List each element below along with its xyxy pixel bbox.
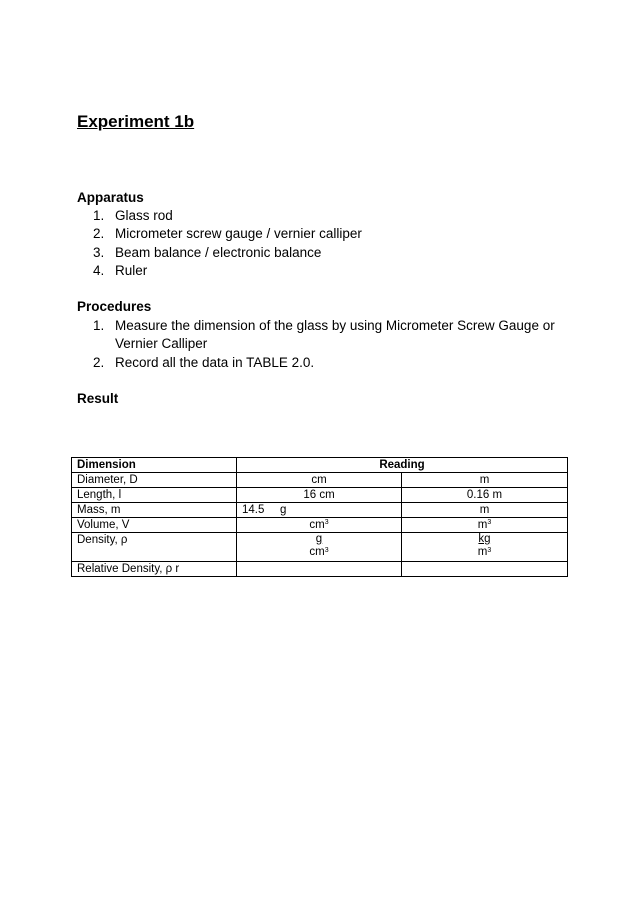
cell-value: $cm^3$ — [237, 518, 402, 533]
mass-unit: g — [280, 504, 287, 516]
procedures-list — [93, 317, 555, 372]
cell-value: $m^3$ — [402, 518, 568, 533]
table-row — [72, 503, 568, 518]
table-row — [72, 488, 568, 503]
cell-value — [237, 503, 402, 518]
cell-value: cm — [237, 473, 402, 488]
apparatus-heading: Apparatus — [77, 190, 144, 205]
header-dimension: Dimension — [72, 458, 237, 473]
apparatus-list — [93, 207, 555, 280]
table-header-row — [72, 458, 568, 473]
result-heading: Result — [77, 391, 119, 406]
table-row — [72, 533, 568, 562]
cell-value — [402, 533, 568, 562]
row-label: Diameter, D — [72, 473, 237, 488]
row-label: Mass, m — [72, 503, 237, 518]
cell-value — [237, 533, 402, 562]
cell-value — [402, 562, 568, 577]
density-unit-fraction: $\frac{kg}{m^3}$ — [477, 533, 492, 558]
header-reading: Reading — [237, 458, 568, 473]
cell-value: 16 cm — [237, 488, 402, 503]
row-label: Density, ρ — [72, 533, 237, 562]
list-item: 3. Beam balance / electronic balance — [93, 244, 322, 260]
list-item: 2. Micrometer screw gauge / vernier calliper — [93, 226, 362, 242]
row-label: Volume, V — [72, 518, 237, 533]
results-table — [71, 457, 568, 577]
list-item: 1. Glass rod — [93, 208, 173, 223]
procedures-heading: Procedures — [77, 299, 152, 314]
table-row — [72, 562, 568, 577]
cell-value — [237, 562, 402, 577]
cell-value: 0.16 m — [402, 488, 568, 503]
row-label: Length, l — [72, 488, 237, 503]
list-item: 4. Ruler — [93, 262, 148, 278]
cell-value: m — [402, 473, 568, 488]
list-item: 1. Measure the dimension of the glass by using Micrometer Screw Gauge or Vernier Calliper — [93, 318, 555, 352]
density-unit-fraction: $\frac{g}{cm^3}$ — [309, 533, 329, 558]
mass-value: 14.5 — [242, 504, 265, 516]
table-row — [72, 473, 568, 488]
list-item: 2. Record all the data in TABLE 2.0. — [93, 354, 315, 370]
row-label: Relative Density, ρ r — [72, 562, 237, 577]
table-row — [72, 518, 568, 533]
cell-value: m — [402, 503, 568, 518]
page-title: Experiment 1b — [77, 112, 195, 131]
